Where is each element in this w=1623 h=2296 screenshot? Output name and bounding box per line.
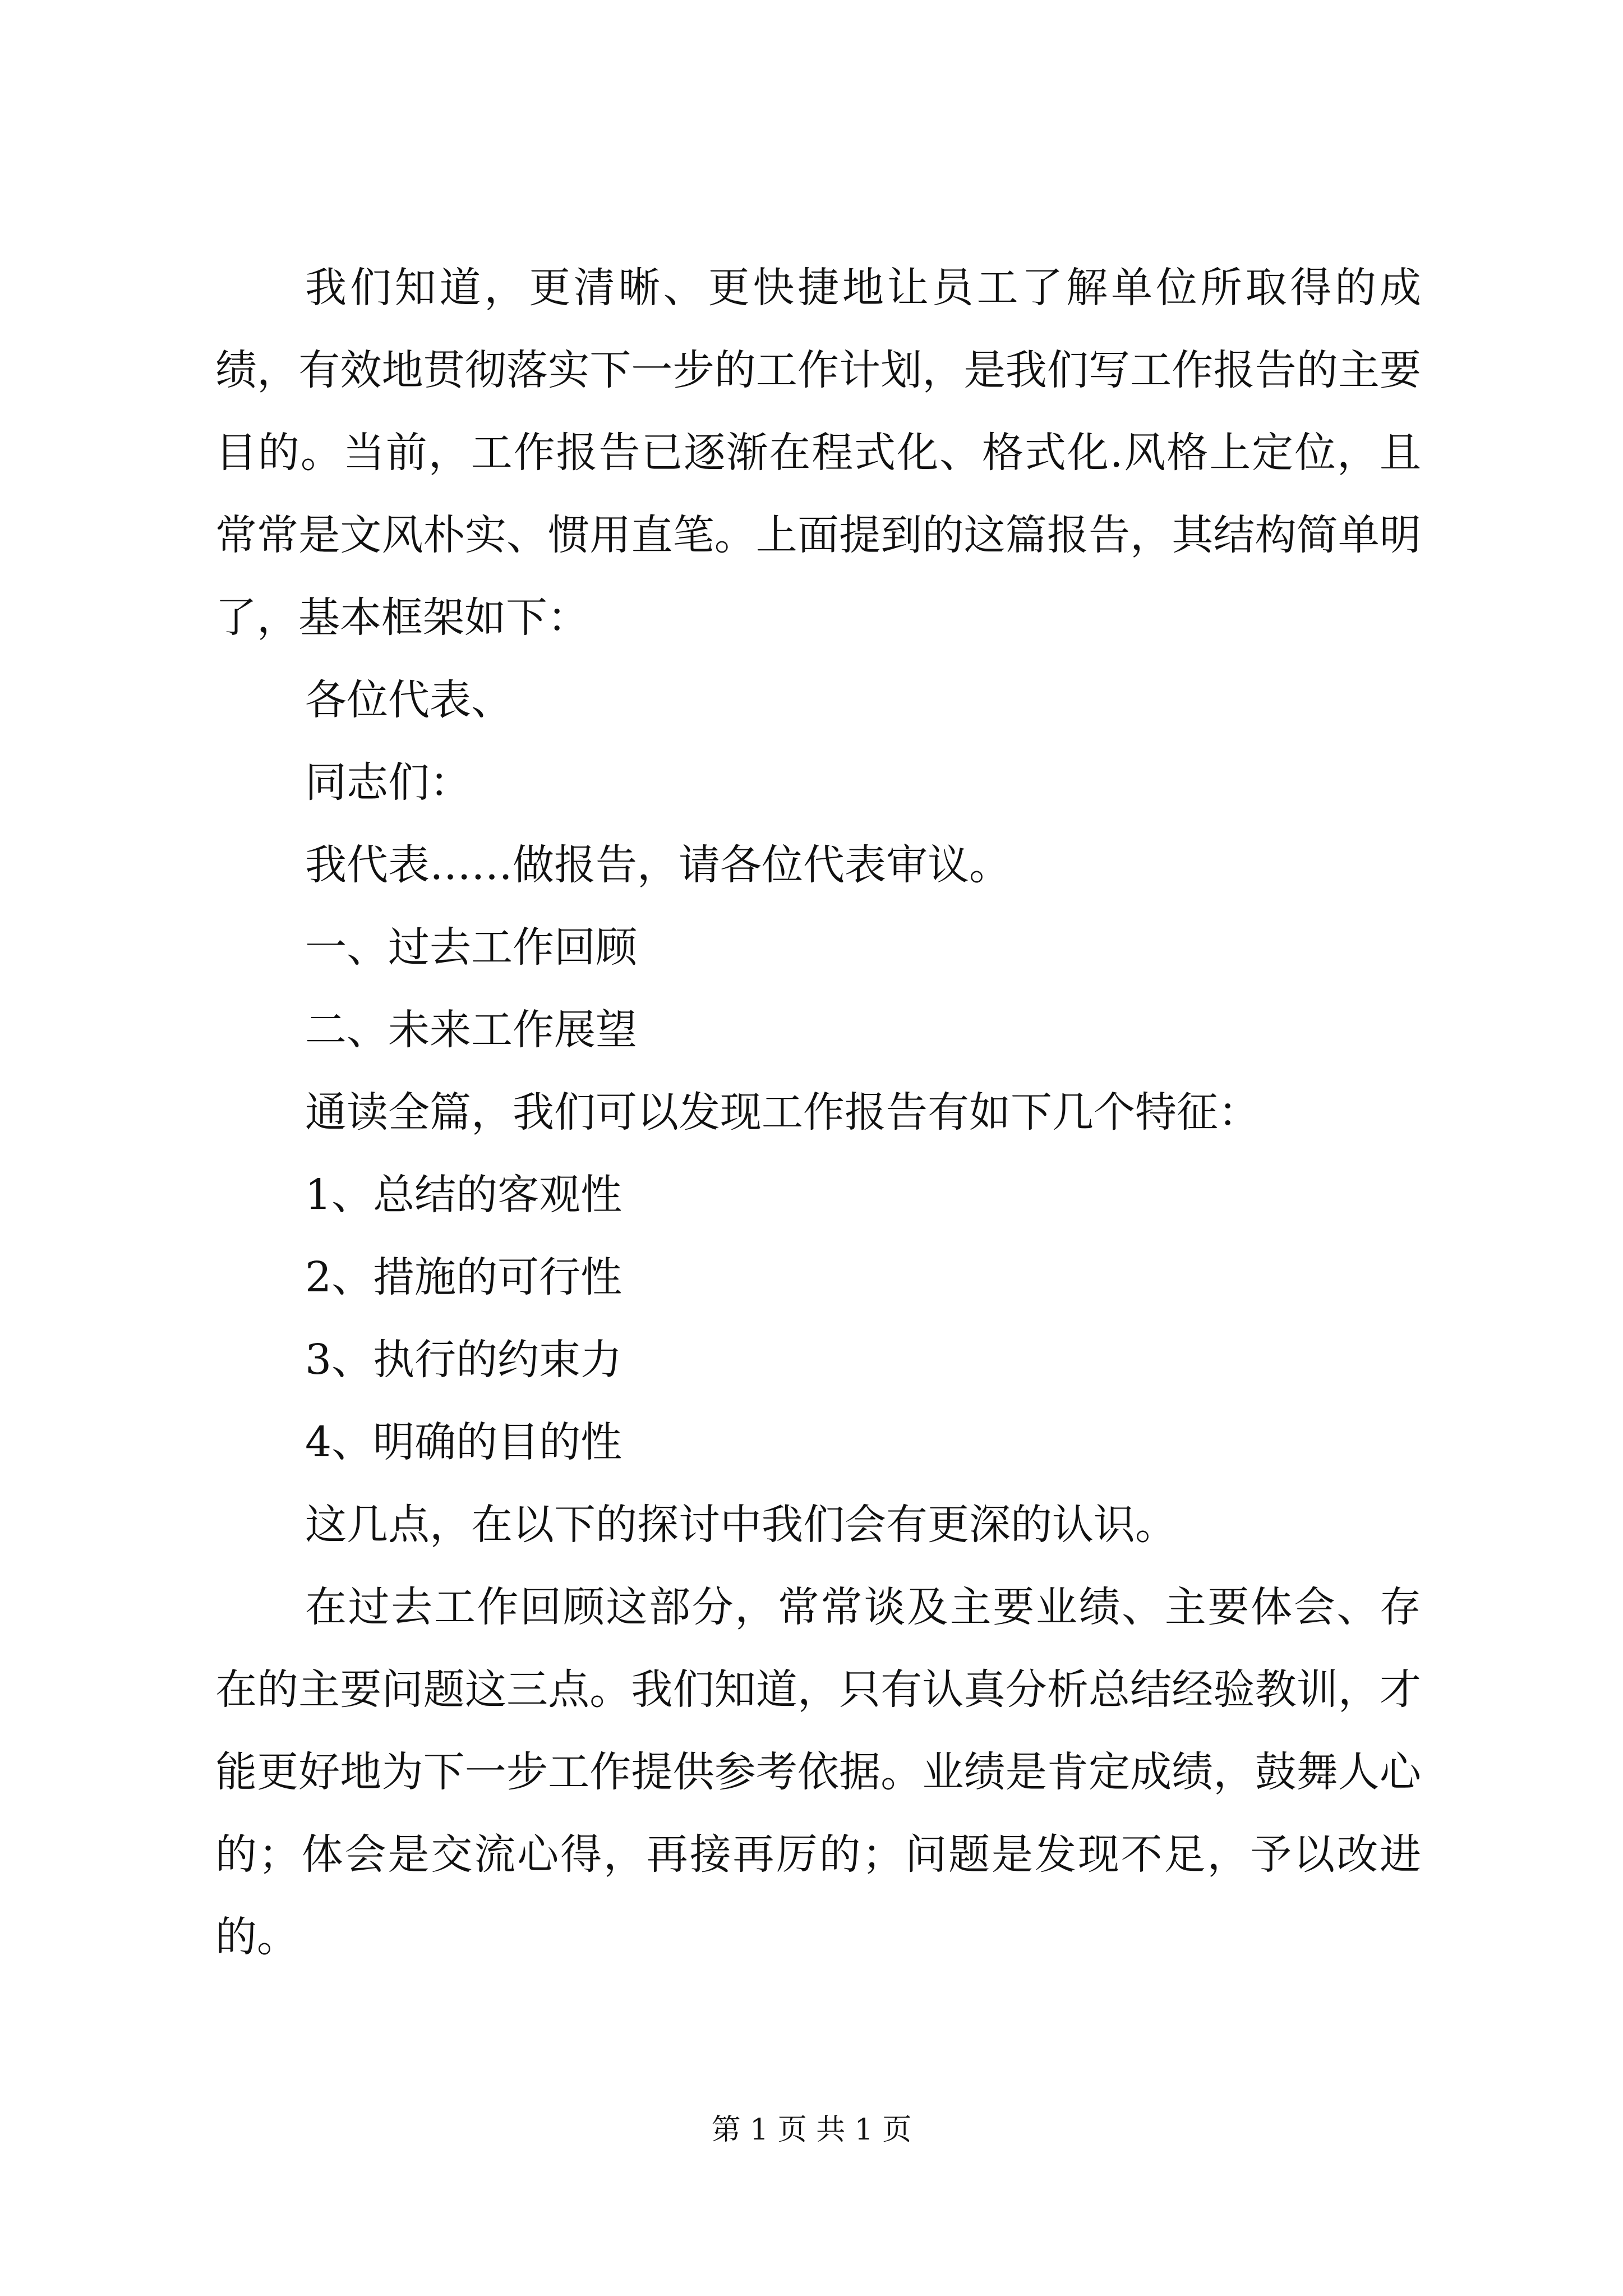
features-outro: 这几点，在以下的探讨中我们会有更深的认识。: [305, 1501, 1177, 1549]
page-footer: 第 1 页 共 1 页: [711, 2113, 912, 2147]
paragraph-review: 在过去工作回顾这部分，常常谈及主要业绩、主要体会、存在的主要问题这三点。我们知道，只有认真分析总结经验教训，才能更好地为下一步工作提供参考依据。业绩是肯定成绩，鼓舞人心的；体会是交流心得，再接再厉的；问题是发现不足，予以改进的。: [215, 1583, 1421, 1961]
document-body: [215, 247, 1421, 1978]
section-heading-2: 二、未来工作展望: [305, 1006, 637, 1054]
salutation-line-2: 同志们：: [305, 758, 471, 807]
opening-line: 我代表……做报告，请各位代表审议。: [305, 841, 1011, 889]
feature-item-3: 3、执行的约束力: [305, 1336, 623, 1384]
salutation-line-1: 各位代表、: [305, 676, 513, 724]
section-heading-1: 一、过去工作回顾: [305, 923, 637, 972]
paragraph-intro: 我们知道，更清晰、更快捷地让员工了解单位所取得的成绩，有效地贯彻落实下一步的工作计划，是我们写工作报告的主要目的。当前，工作报告已逐渐在程式化、格式化.风格上定位，且常常是文风朴实、惯用直笔。上面提到的这篇报告，其结构简单明了，基本框架如下：: [215, 264, 1421, 642]
feature-item-1: 1、总结的客观性: [305, 1171, 623, 1219]
feature-item-2: 2、措施的可行性: [305, 1253, 623, 1301]
feature-item-4: 4、明确的目的性: [305, 1418, 623, 1466]
features-intro: 通读全篇，我们可以发现工作报告有如下几个特征：: [305, 1088, 1260, 1137]
